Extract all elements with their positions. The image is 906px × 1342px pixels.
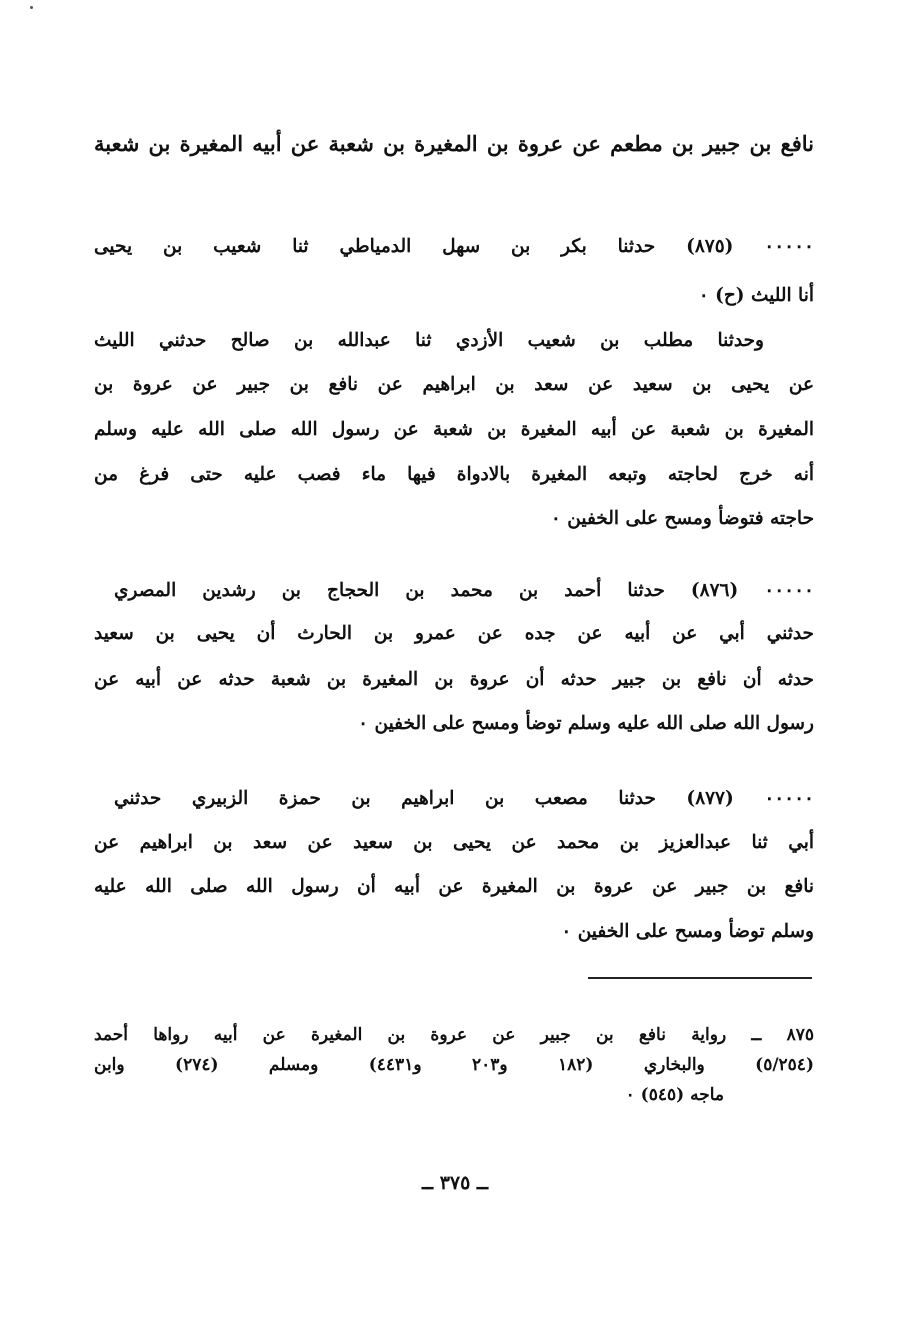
hadith-875-line-4: عن يحيى بن سعيد عن سعد بن ابراهيم عن نافع بن جبير عن عروة بن xyxy=(94,374,814,395)
hadith-876-line-2: حدثني أبي عن أبيه عن جده عن عمرو بن الحارث أن يحيى بن سعيد xyxy=(94,623,814,644)
hadith-876-line-4: رسول الله صلى الله عليه وسلم توضأ ومسح على الخفين ٠ xyxy=(358,713,814,734)
footnote-divider xyxy=(588,977,812,979)
hadith-875-line-7: حاجته فتوضأ ومسح على الخفين ٠ xyxy=(550,508,814,529)
hadith-875-line-2: أنا الليث (ح) ٠ xyxy=(698,285,814,306)
hadith-877-line-2: أبي ثنا عبدالعزيز بن محمد عن يحيى بن سعيد عن سعد بن ابراهيم عن xyxy=(94,832,814,853)
page-number: ــ ٣٧٥ ــ xyxy=(421,1172,489,1194)
footnote-line-2: (٥/٢٥٤) والبخاري (١٨٢ و٢٠٣ و٤٤٣١) ومسلم (٢٧٤) وابن xyxy=(94,1055,814,1075)
footnote-line-3: ماجه (٥٤٥) ٠ xyxy=(625,1085,724,1105)
hadith-875-line-5: المغيرة بن شعبة عن أبيه المغيرة بن شعبة عن رسول الله صلى الله عليه وسلم xyxy=(94,419,814,440)
hadith-875-line-3: وحدثنا مطلب بن شعيب الأزدي ثنا عبدالله بن صالح حدثني الليث xyxy=(94,330,764,351)
hadith-877-line-3: نافع بن جبير عن عروة بن المغيرة عن أبيه أن رسول الله صلى الله عليه xyxy=(94,876,814,897)
section-heading: نافع بن جبير بن مطعم عن عروة بن المغيرة بن شعبة عن أبيه المغيرة بن شعبة xyxy=(94,131,814,156)
hadith-876-line-3: حدثه أن نافع بن جبير حدثه أن عروة بن المغيرة بن شعبة حدثه عن أبيه عن xyxy=(94,669,814,690)
hadith-875-line-6: أنه خرج لحاجته وتبعه المغيرة بالادواة فيها ماء فصب عليه حتى فرغ من xyxy=(94,464,814,485)
hadith-877-line-1: ٠٠٠٠٠ (٨٧٧) حدثنا مصعب بن ابراهيم بن حمزة الزبيري حدثني xyxy=(114,788,814,809)
footnote-line-1: ٨٧٥ ــ رواية نافع بن جبير عن عروة بن المغيرة عن أبيه رواها أحمد xyxy=(94,1025,814,1045)
scan-speck xyxy=(30,6,33,9)
hadith-877-line-4: وسلم توضأ ومسح على الخفين ٠ xyxy=(561,921,814,942)
hadith-875-line-1: ٠٠٠٠٠ (٨٧٥) حدثنا بكر بن سهل الدمياطي ثنا شعيب بن يحيى xyxy=(94,236,814,257)
hadith-876-line-1: ٠٠٠٠٠ (٨٧٦) حدثنا أحمد بن محمد بن الحجاج بن رشدين المصري xyxy=(114,580,814,601)
